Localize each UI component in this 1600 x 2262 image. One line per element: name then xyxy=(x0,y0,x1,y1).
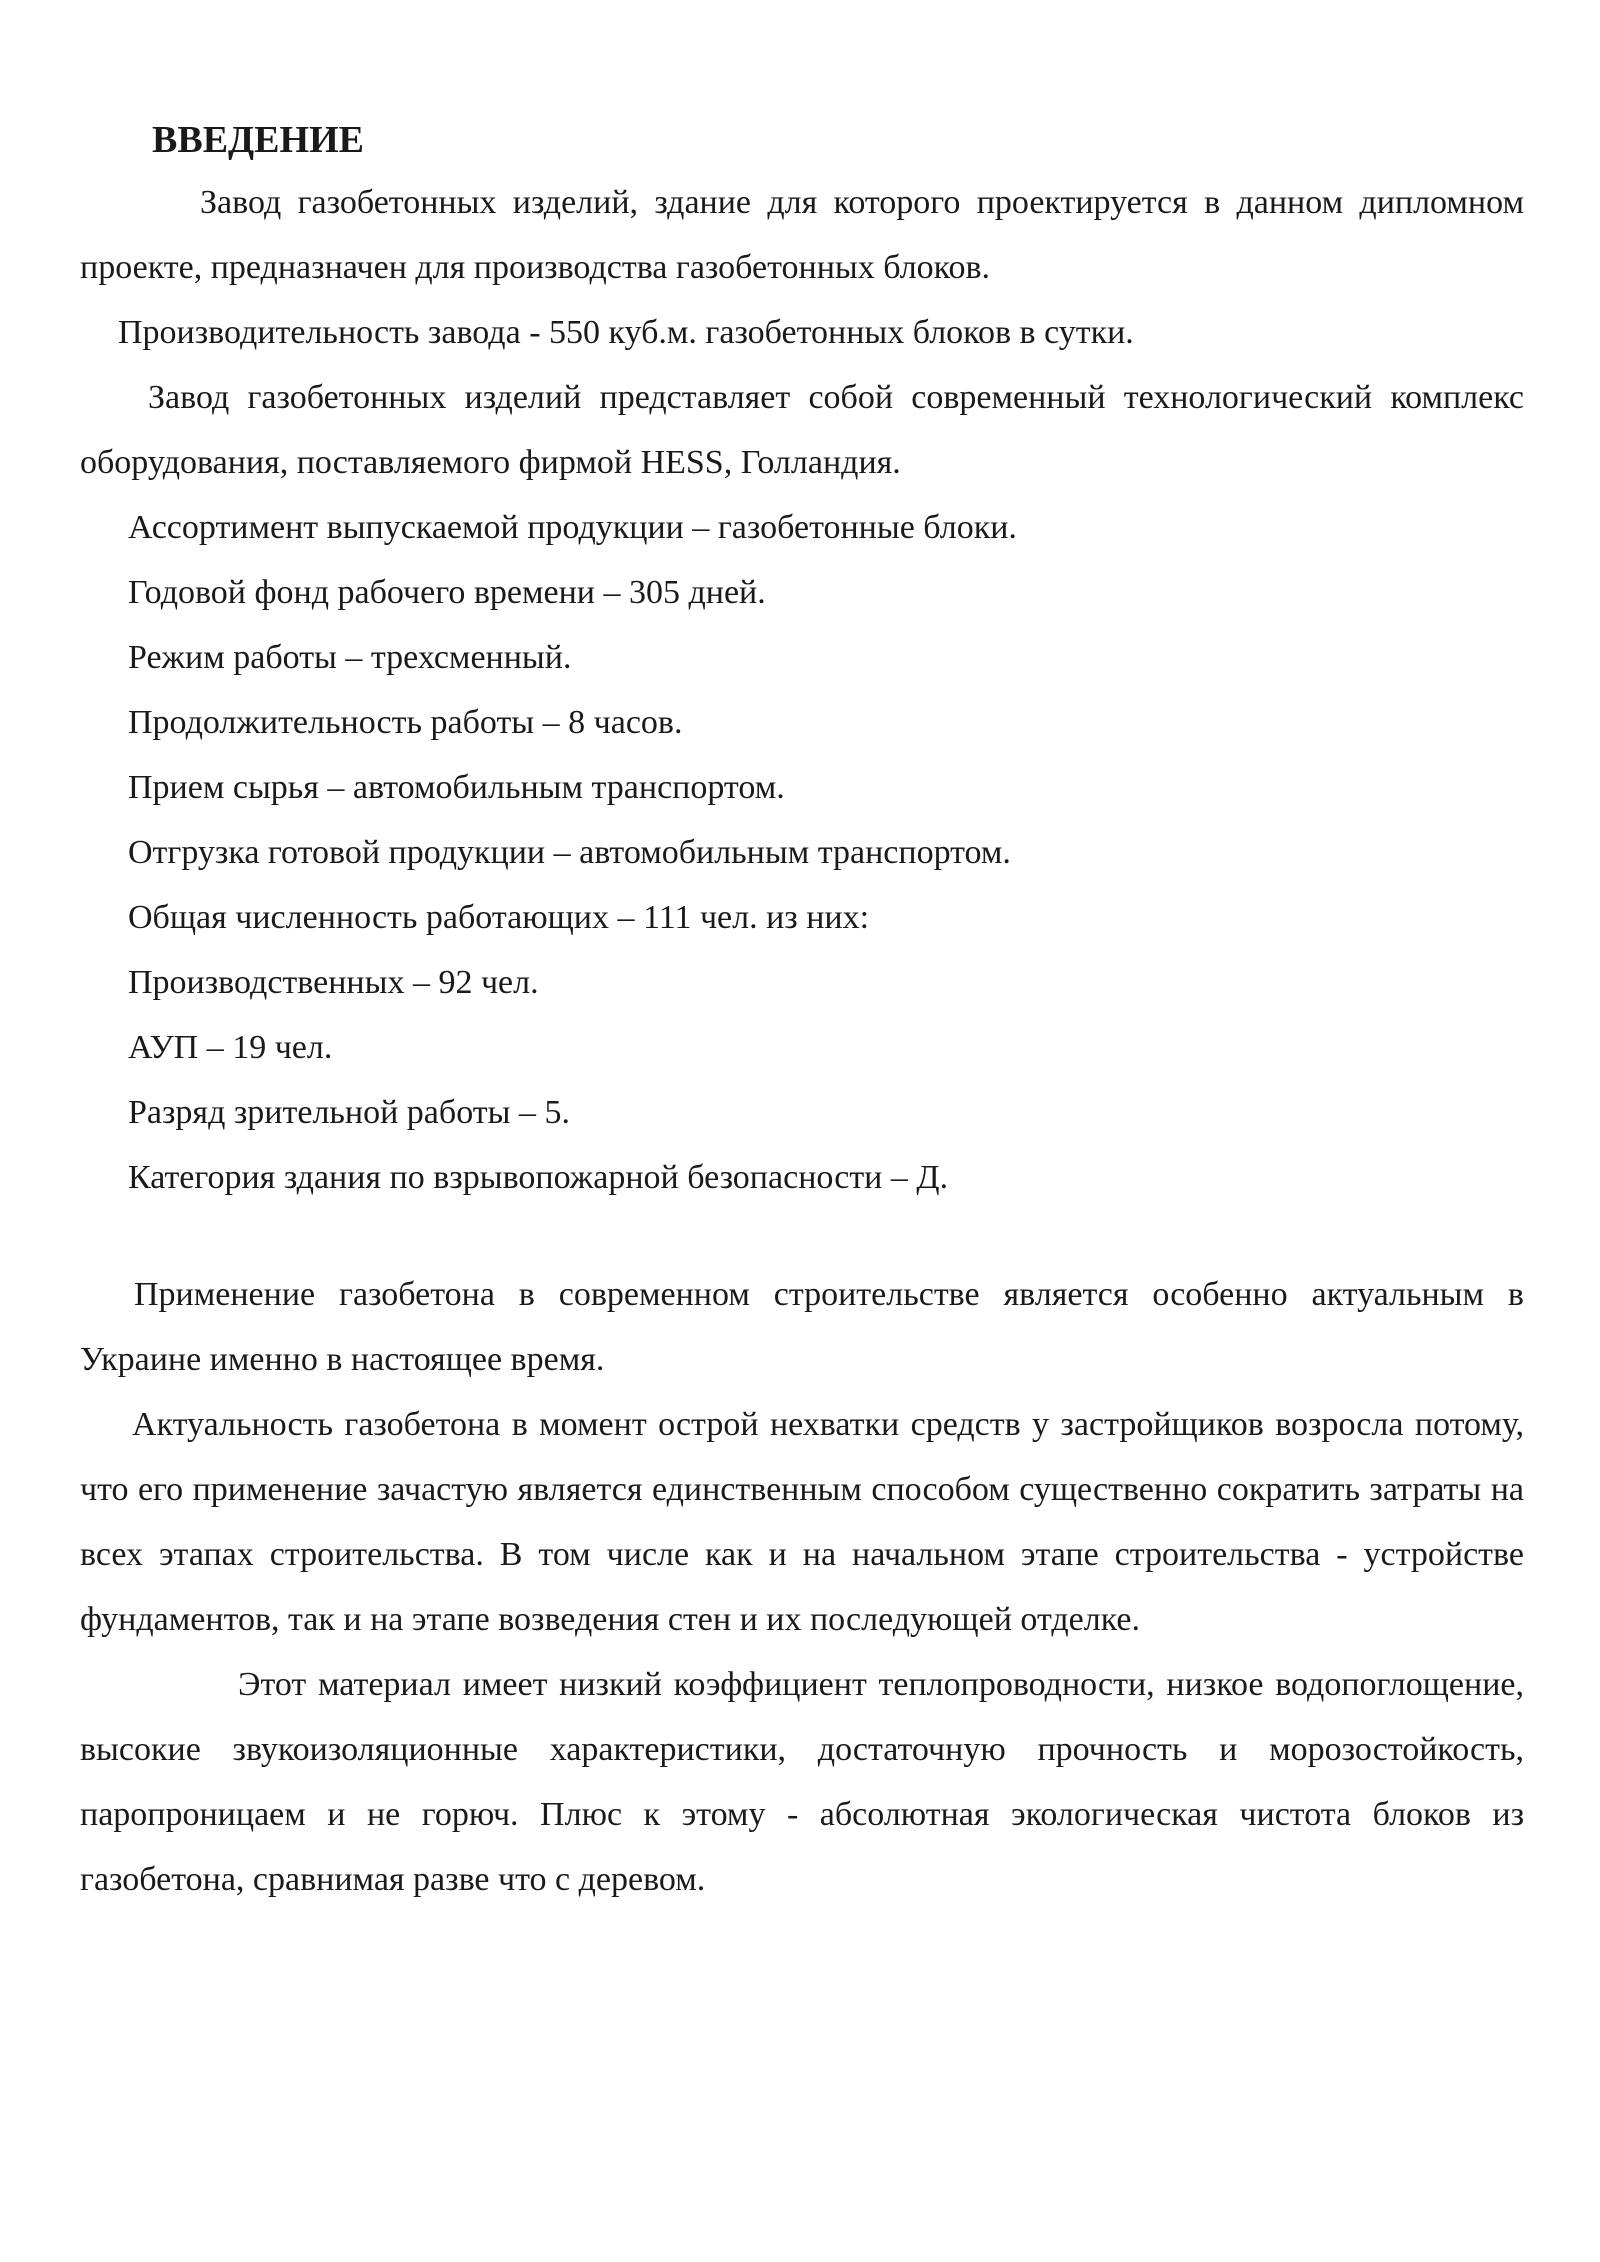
document-page xyxy=(80,110,1524,1912)
body-paragraph-1: Применение газобетона в современном строительстве является особенно актуальным в Украине именно в настоящее время. xyxy=(80,1276,1524,1378)
fact-raw-intake: Прием сырья – автомобильным транспортом. xyxy=(128,769,785,806)
fact-shipment: Отгрузка готовой продукции – автомобильным транспортом. xyxy=(128,834,1011,871)
fact-visual-work-class: Разряд зрительной работы – 5. xyxy=(128,1094,570,1131)
fact-annual-time: Годовой фонд рабочего времени – 305 дней. xyxy=(128,574,766,611)
fact-total-staff: Общая численность работающих – 111 чел. из них: xyxy=(128,899,870,936)
blank-line xyxy=(80,1210,1524,1262)
fact-work-mode: Режим работы – трехсменный. xyxy=(128,639,572,676)
section-heading: ВВЕДЕНИЕ xyxy=(152,119,364,161)
fact-shift-duration: Продолжительность работы – 8 часов. xyxy=(128,704,683,741)
intro-paragraph-1: Завод газобетонных изделий, здание для которого проектируется в данном дипломном проекте, предназначен для производства газобетонных блоков. xyxy=(80,184,1524,286)
intro-paragraph-3: Завод газобетонных изделий представляет собой современный технологический комплекс оборудования, поставляемого фирмой HESS, Голландия. xyxy=(80,379,1524,481)
fact-admin-staff: АУП – 19 чел. xyxy=(128,1029,333,1066)
body-paragraph-3: Этот материал имеет низкий коэффициент теплопроводности, низкое водопоглощение, высокие звукоизоляционные характеристики, достаточную прочность и морозостойкость, паропроницаем и не горюч. Плюс к этому - абсолютная экологическая чистота блоков из газобетона, сравнимая разве что с деревом. xyxy=(80,1666,1524,1898)
fact-fire-category: Категория здания по взрывопожарной безопасности – Д. xyxy=(128,1159,949,1196)
body-paragraph-2: Актуальность газобетона в момент острой нехватки средств у застройщиков возросла потому, что его применение зачастую является единственным способом существенно сократить затраты на всех этапах строительства. В том числе как и на начальном этапе строительства - устройстве фундаментов, так и на этапе возведения стен и их последующей отделке. xyxy=(80,1406,1524,1638)
fact-assortment: Ассортимент выпускаемой продукции – газобетонные блоки. xyxy=(128,509,1017,546)
intro-paragraph-2: Производительность завода - 550 куб.м. газобетонных блоков в сутки. xyxy=(118,314,1134,351)
fact-production-staff: Производственных – 92 чел. xyxy=(128,964,539,1001)
facts-list xyxy=(80,495,1524,1210)
